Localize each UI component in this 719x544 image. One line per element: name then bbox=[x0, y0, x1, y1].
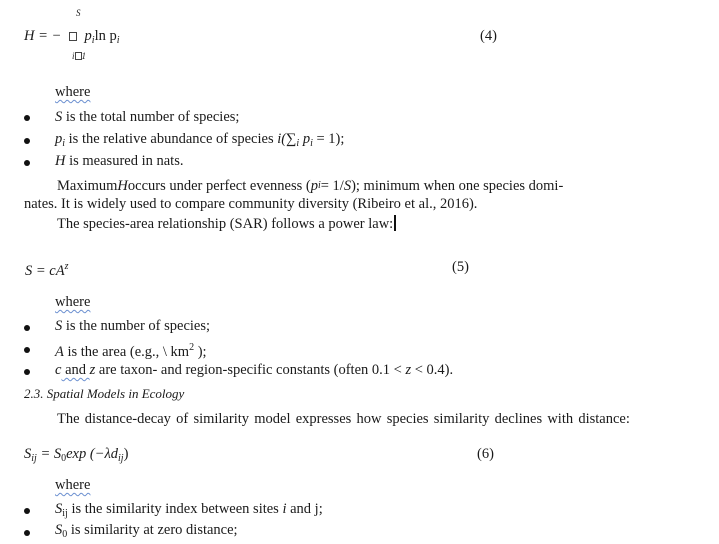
bullet-icon bbox=[24, 530, 30, 536]
equation-6: $S_{ij} = S_0\exp$ $(-\lambda d_{ij})$ bbox=[24, 446, 129, 464]
equation-4 bbox=[24, 27, 120, 50]
where-label-2: where bbox=[55, 294, 91, 310]
section-heading: 2.3. Spatial Models in Ecology bbox=[24, 386, 185, 401]
list2-item-3: c and z are taxon- and region-specific constants (often 0.1 < z < 0.4). bbox=[55, 362, 454, 378]
text-cursor bbox=[394, 215, 396, 231]
list2-item-2: A is the area (e.g., \ $km^2$ ); bbox=[55, 342, 207, 360]
list3-item-2: $S_0$ is similarity at zero distance; bbox=[55, 522, 238, 540]
where-label-1: where bbox=[55, 84, 91, 100]
where-label-3: where bbox=[55, 477, 91, 493]
list2-item-1: S is the number of species; bbox=[55, 318, 211, 334]
bullet-icon bbox=[24, 138, 30, 144]
bullet-icon bbox=[24, 115, 30, 121]
paragraph-1-line-1: Maximum H occurs under perfect evenness ( p i = 1/ S ); minimum when one species domi- bbox=[57, 178, 564, 194]
eq4-lhs: H = − bbox=[24, 28, 62, 44]
bullet-icon bbox=[24, 325, 30, 331]
bullet-icon bbox=[24, 369, 30, 375]
eq4-sum-lower: i 1 bbox=[72, 51, 87, 61]
list1-item-2: $p_i$ is the relative abundance of species $i(\sum_i$ $p_i = 1$); bbox=[55, 131, 345, 149]
eq4-p: p bbox=[84, 28, 92, 44]
eq4-sum-upper: S bbox=[76, 8, 81, 18]
eq4-ln-sub: i bbox=[116, 35, 120, 46]
paragraph-1-line-3: The species-area relationship (SAR) follows a power law: bbox=[57, 215, 396, 233]
eq4-p-sub: i bbox=[91, 35, 95, 46]
list1-item-1: S is the total number of species; bbox=[55, 109, 240, 125]
bullet-icon bbox=[24, 160, 30, 166]
missing-glyph-icon bbox=[75, 52, 82, 60]
eq4-number: (4) bbox=[480, 28, 497, 44]
eq5-number: (5) bbox=[452, 259, 469, 275]
paragraph-2: The distance-decay of similarity model expresses how species similarity declines with distance: bbox=[57, 411, 630, 427]
eq4-ln: ln p bbox=[94, 28, 117, 44]
bullet-icon bbox=[24, 508, 30, 514]
equation-5: $S = cA^z$ bbox=[25, 261, 69, 279]
paragraph-1-line-2: nates. It is widely used to compare community diversity (Ribeiro et al., 2016). bbox=[24, 196, 478, 212]
bullet-icon bbox=[24, 347, 30, 353]
missing-glyph-icon bbox=[69, 32, 77, 41]
list1-item-3: H is measured in nats. bbox=[55, 153, 184, 169]
eq6-number: (6) bbox=[477, 446, 494, 462]
list3-item-1: $S_{ij}$ is the similarity index between sites i and j; bbox=[55, 501, 323, 519]
